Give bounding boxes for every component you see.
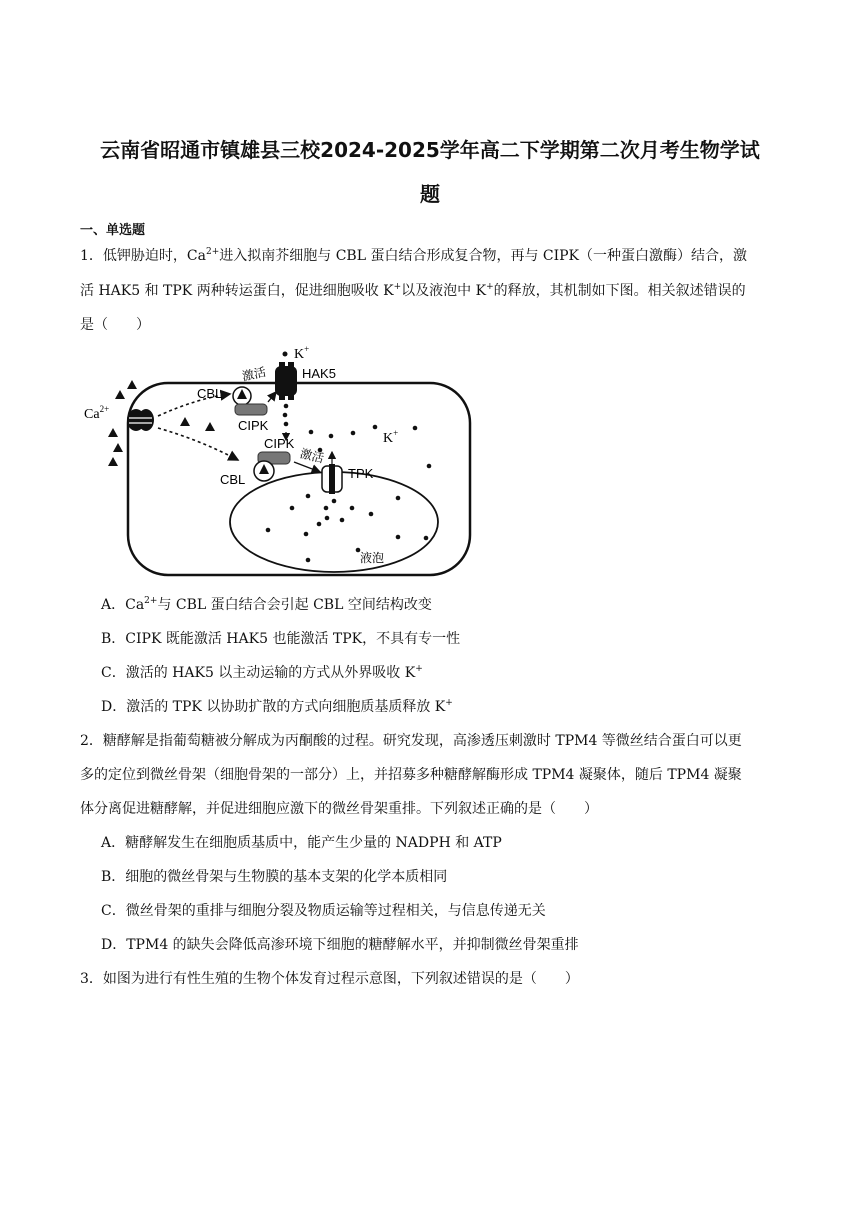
q1-option-d bbox=[101, 700, 453, 714]
q1-line1-text-b: 进入拟南芥细胞与 CBL 蛋白结合形成复合物，再与 CIPK（一种蛋白激酶）结合，激 bbox=[219, 248, 748, 264]
q1-option-c-text: C．激活的 HAK5 以主动运输的方式从外界吸收 K bbox=[101, 665, 416, 681]
section-heading: 一、单选题 bbox=[80, 223, 146, 238]
q2-option-b: B．细胞的微丝骨架与生物膜的基本支架的化学本质相同 bbox=[101, 869, 448, 885]
q1-option-a-text: 与 CBL 蛋白结合会引起 CBL 空间结构改变 bbox=[157, 597, 432, 613]
cipk-bottom-label: CIPK bbox=[264, 436, 295, 451]
q1-option-c-sup: + bbox=[415, 664, 423, 674]
dashed-arrow-to-bottom-cbl bbox=[158, 428, 238, 460]
activate-top-label: 激活 bbox=[240, 364, 268, 384]
q2-option-a: A．糖酵解发生在细胞质基质中，能产生少量的 NADPH 和 ATP bbox=[101, 835, 502, 851]
cipk-top-label: CIPK bbox=[238, 418, 269, 433]
ca-channel-icon bbox=[127, 409, 154, 431]
document-title-line-1: 云南省昭通市镇雄县三校2024-2025学年高二下学期第二次月考生物学试 bbox=[100, 138, 760, 162]
tpk-channel-icon bbox=[322, 464, 342, 494]
q1-line1-text-a: 1．低钾胁迫时，Ca bbox=[80, 248, 206, 264]
q2-option-c: C．微丝骨架的重排与细胞分裂及物质运输等过程相关，与信息传递无关 bbox=[101, 903, 546, 919]
q2-stem-line-3: 体分离促进糖酵解，并促进细胞应激下的微丝骨架重排。下列叙述正确的是（ ） bbox=[80, 801, 598, 817]
q2-option-d: D．TPM4 的缺失会降低高渗环境下细胞的糖酵解水平，并抑制微丝骨架重排 bbox=[101, 937, 579, 953]
q1-option-b: B．CIPK 既能激活 HAK5 也能激活 TPK，不具有专一性 bbox=[101, 631, 461, 647]
tpk-label: TPK bbox=[348, 466, 374, 481]
document-title-line-2: 题 bbox=[420, 182, 440, 206]
q1-option-a bbox=[101, 598, 432, 612]
q2-stem-line-1: 2．糖酵解是指葡萄糖被分解成为丙酮酸的过程。研究发现，高渗透压刺激时 TPM4 等微丝结合蛋白可以更 bbox=[80, 733, 742, 749]
q1-line2-text-c: 的释放，其机制如下图。相关叙述错误的 bbox=[493, 283, 746, 299]
q3-stem-line-1: 3．如图为进行有性生殖的生物个体发育过程示意图，下列叙述错误的是（ ） bbox=[80, 971, 579, 987]
q1-stem-line-1 bbox=[80, 249, 785, 263]
cell-membrane bbox=[128, 383, 470, 575]
activate-bottom-label: 激活 bbox=[298, 446, 326, 466]
hak5-label: HAK5 bbox=[302, 366, 336, 381]
q1-option-c bbox=[101, 666, 423, 680]
q1-option-a-sup: 2+ bbox=[144, 596, 158, 606]
k-right-label: K+ bbox=[383, 428, 399, 446]
q1-line2-text-a: 活 HAK5 和 TPK 两种转运蛋白，促进细胞吸收 K bbox=[80, 283, 394, 299]
q1-line1-sup: 2+ bbox=[205, 247, 220, 257]
q1-line2-sup-2: + bbox=[486, 282, 494, 292]
q1-stem-line-3: 是（ ） bbox=[80, 317, 150, 333]
q1-line2-text-b: 以及液泡中 K bbox=[401, 283, 487, 299]
cipk-top-icon bbox=[235, 404, 267, 415]
q1-option-d-text: D．激活的 TPK 以协助扩散的方式向细胞质基质释放 K bbox=[101, 699, 446, 715]
hak5-transporter-icon bbox=[275, 362, 297, 400]
q1-option-a-prefix: A．Ca bbox=[101, 597, 145, 613]
q2-stem-line-2: 多的定位到微丝骨架（细胞骨架的一部分）上，并招募多种糖酵解酶形成 TPM4 凝聚体，随后 TPM4 凝聚 bbox=[80, 767, 742, 783]
cbl-bottom-label: CBL bbox=[220, 472, 246, 487]
k-transport-diagram bbox=[80, 340, 480, 585]
cbl-top-label: CBL bbox=[197, 386, 223, 401]
ca-label: $Ca^{2+}$ bbox=[84, 404, 110, 422]
vacuole-label: 液泡 bbox=[360, 551, 385, 565]
q1-option-d-sup: + bbox=[445, 698, 453, 708]
q1-stem-line-2 bbox=[80, 284, 785, 298]
k-top-label: K+ bbox=[294, 344, 310, 362]
q1-line2-sup-1: + bbox=[393, 282, 402, 292]
